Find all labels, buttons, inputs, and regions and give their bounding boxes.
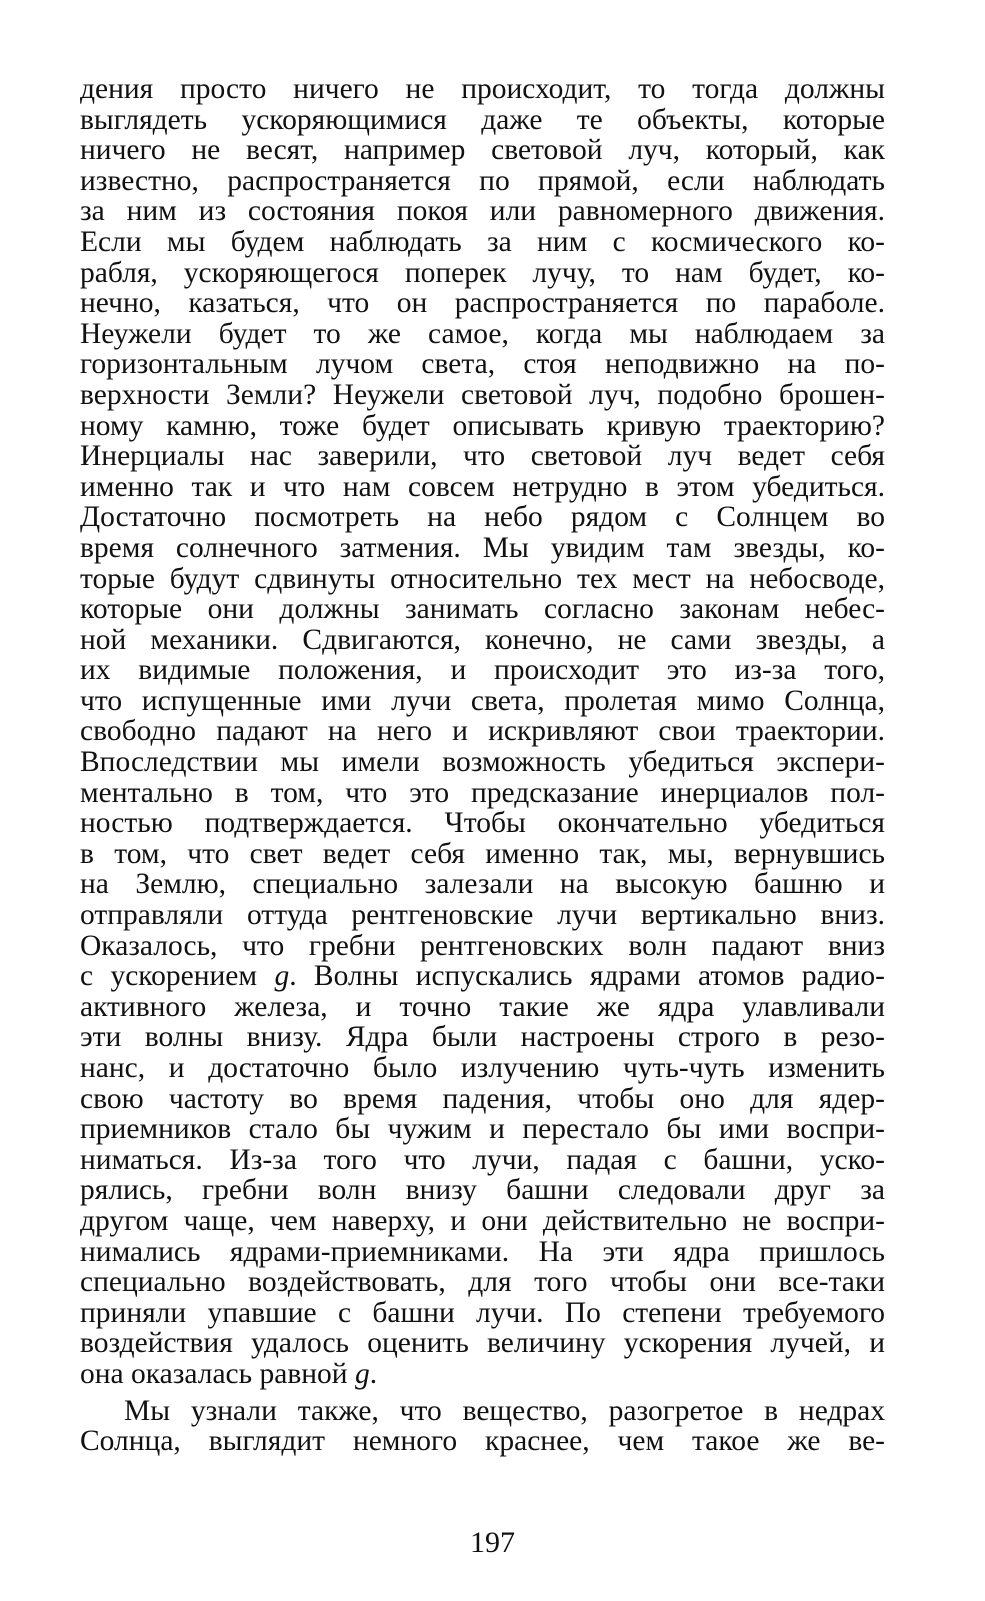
text-line: в том, что свет ведет себя именно так, мы, вернувшись <box>80 837 885 870</box>
text-line: дения просто ничего не происходит, то тогда должны <box>80 73 885 105</box>
text-line: активного железа, и точно такие же ядра улавливали <box>80 990 885 1023</box>
text-line: свободно падают на него и искривляют свои траектории. <box>80 715 885 748</box>
text-line: ниматься. Из-за того что лучи, падая с башни, уско- <box>80 1143 885 1176</box>
text-line: нимались ядрами-приемниками. На эти ядра пришлось <box>80 1235 885 1268</box>
text-line: свою частоту во время падения, чтобы оно для ядер- <box>80 1082 885 1115</box>
page-body <box>80 74 885 1457</box>
text-line: ментально в том, что это предсказание инерциалов пол- <box>80 776 885 809</box>
text-line: воздействия удалось оценить величину ускорения лучей, и <box>80 1327 885 1360</box>
text-line: Инерциалы нас заверили, что световой луч ведет себя <box>80 440 885 473</box>
text-line: верхности Земли? Неужели световой луч, подобно брошен- <box>80 378 885 411</box>
text-line: нанс, и достаточно было излучению чуть-чуть изменить <box>80 1052 885 1084</box>
text-line: специально воздействовать, для того чтобы они все-таки <box>80 1266 885 1299</box>
text-line: другом чаще, чем наверху, и они действительно не воспри- <box>80 1204 885 1237</box>
text-line: горизонтальным лучом света, стоя неподвижно на по- <box>80 348 885 381</box>
text-line: время солнечного затмения. Мы увидим там звезды, ко- <box>80 531 885 564</box>
text-line: ничего не весят, например световой луч, который, как <box>80 134 885 167</box>
text-line: с ускорением g. Волны испускались ядрами атомов радио- <box>80 960 886 993</box>
text-line: что испущенные ими лучи света, пролетая мимо Солнца, <box>80 684 885 717</box>
text-line: Достаточно посмотреть на небо рядом с Солнцем во <box>80 501 885 534</box>
text-line: Впоследствии мы имели возможность убедиться экспери- <box>80 746 885 779</box>
text-line: ному камню, тоже будет описывать кривую траекторию? <box>80 409 885 442</box>
text-line: именно так и что нам совсем нетрудно в этом убедиться. <box>80 470 885 503</box>
text-line: эти волны внизу. Ядра были настроены строго в резо- <box>80 1021 885 1054</box>
text-line: приняли упавшие с башни лучи. По степени требуемого <box>80 1296 885 1329</box>
page-number: 197 <box>470 1526 515 1559</box>
text-line: Солнца, выглядит немного краснее, чем такое же ве- <box>80 1425 885 1458</box>
text-line: выглядеть ускоряющимися даже те объекты, которые <box>80 103 885 136</box>
text-line: за ним из состояния покоя или равномерного движения. <box>80 195 885 228</box>
text-line: известно, распространяется по прямой, если наблюдать <box>80 164 885 197</box>
text-line: нечно, казаться, что он распространяется по параболе. <box>80 287 885 320</box>
text-line: торые будут сдвинуты относительно тех мест на небосводе, <box>80 562 885 595</box>
text-line: их видимые положения, и происходит это из-за того, <box>80 654 885 687</box>
text-line: она оказалась равной g. <box>80 1357 378 1390</box>
paragraph-1 <box>80 74 885 1390</box>
text-line: приемников стало бы чужим и перестало бы ими воспри- <box>80 1113 885 1146</box>
text-line: ностью подтверждается. Чтобы окончательно убедиться <box>80 807 885 840</box>
text-line: на Землю, специально залезали на высокую башню и <box>80 868 885 901</box>
text-line: Мы узнали также, что вещество, разогретое в недрах <box>124 1394 885 1427</box>
text-line: отправляли оттуда рентгеновские лучи вертикально вниз. <box>80 899 885 932</box>
paragraph-2 <box>80 1396 885 1457</box>
text-line: Оказалось, что гребни рентгеновских волн падают вниз <box>80 929 885 962</box>
text-line: Неужели будет то же самое, когда мы наблюдаем за <box>80 317 885 350</box>
text-line: Если мы будем наблюдать за ним с космического ко- <box>80 225 885 258</box>
text-line: рялись, гребни волн внизу башни следовали друг за <box>80 1174 885 1207</box>
text-line: которые они должны занимать согласно законам небес- <box>80 593 885 626</box>
text-line: ной механики. Сдвигаются, конечно, не сами звезды, а <box>80 623 885 656</box>
text-line: рабля, ускоряющегося поперек лучу, то нам будет, ко- <box>80 256 885 289</box>
